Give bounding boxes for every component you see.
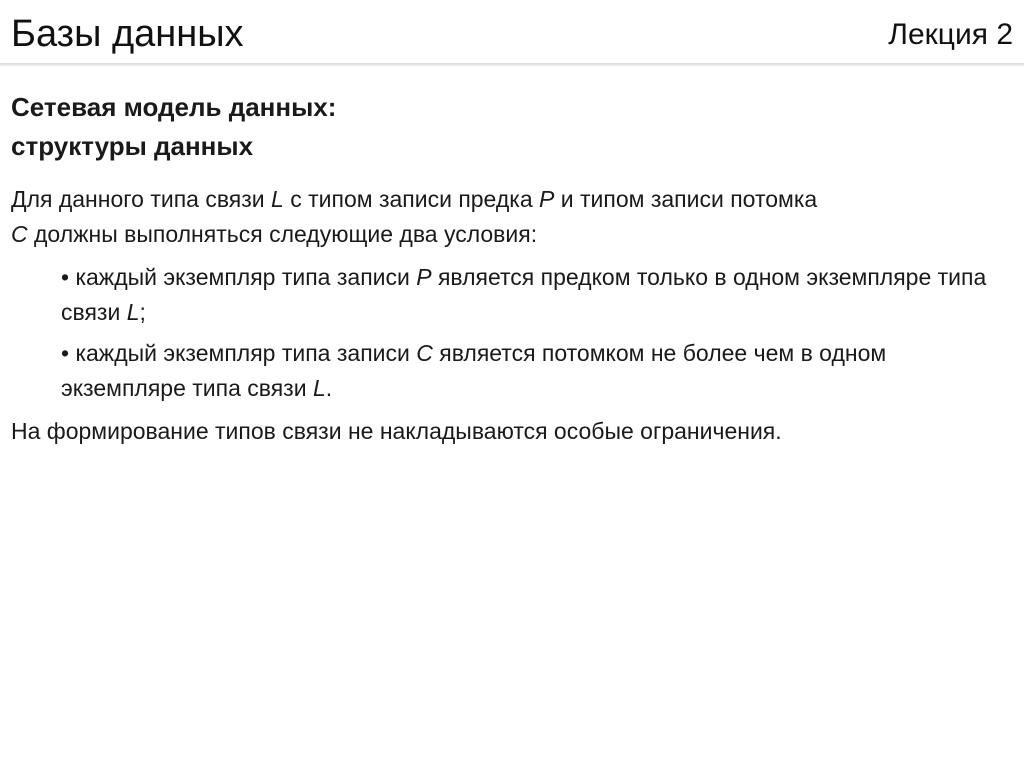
intro-text: Для данного типа связи [11,186,272,212]
slide-header [0,0,1024,66]
final-paragraph: На формирование типов связи не накладываются особые ограничения. [11,418,782,444]
variable-l: L [312,375,326,401]
bullet-text: • каждый экземпляр типа записи [61,340,417,366]
lecture-label: Лекция 2 [888,18,1013,51]
slide-heading-line-2: структуры данных [11,131,254,161]
variable-l: L [126,299,140,325]
bullet-text: является предком только в одном экземпляре типа связи [61,264,987,325]
slide-heading [11,88,991,166]
course-title: Базы данных [11,13,244,55]
variable-p: P [416,264,432,290]
variable-c: C [416,340,433,366]
bullet-text: является потомком не более чем в одном экземпляре типа связи [61,340,887,401]
intro-text: должны выполняться следующие два условия: [27,221,538,247]
header-divider [0,63,1024,66]
bullet-text: ; [139,299,146,325]
bullet-item [61,336,991,406]
variable-p: P [539,186,555,212]
variable-l: L [271,186,284,212]
intro-paragraph [11,182,1011,252]
intro-text: с типом записи предка [283,186,540,212]
bullet-text: • каждый экземпляр типа записи [61,264,417,290]
bullet-text: . [325,375,333,401]
intro-text: и типом записи потомка [554,186,818,212]
slide-body [11,182,1011,449]
slide-heading-line-1: Сетевая модель данных: [11,92,337,122]
variable-c: C [11,221,28,247]
bullet-item [61,260,991,330]
